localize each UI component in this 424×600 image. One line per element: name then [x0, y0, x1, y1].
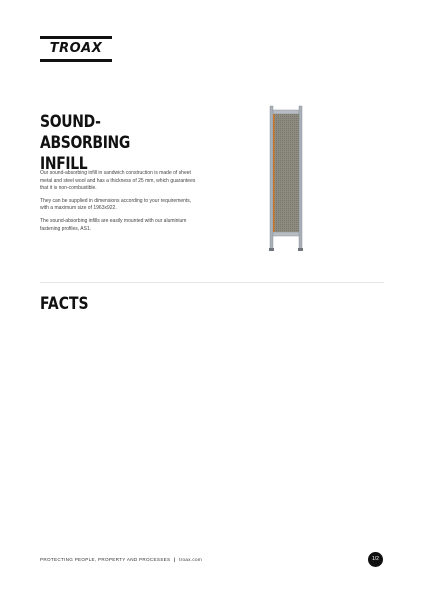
footer [40, 556, 202, 564]
troax-logo [40, 36, 112, 62]
product-title-line1: SOUND-ABSORBING [40, 112, 131, 153]
footer-separator: | [173, 557, 176, 562]
panel-bottom-rail [271, 232, 301, 236]
description-paragraph-2: They can be supplied in dimensions according to your requirements, with a maximum size of 1963x922. [40, 197, 192, 212]
page-number-badge: 1/2 [368, 552, 383, 567]
product-description [40, 170, 198, 238]
panel-top-rail [271, 110, 301, 114]
facts-heading: FACTS [40, 294, 89, 314]
product-image [268, 104, 304, 252]
panel-foot-right [298, 248, 303, 251]
panel-infill-edge [273, 114, 275, 232]
panel-right-post [299, 106, 302, 250]
footer-website-link[interactable]: troax.com [179, 557, 202, 562]
product-title-line2: INFILL [40, 154, 88, 174]
logo-bar-bottom [40, 59, 112, 62]
logo-wordmark: TROAX [49, 41, 103, 56]
panel-foot-left [269, 248, 274, 251]
product-title [40, 112, 179, 175]
panel-infill-mesh [273, 114, 299, 232]
description-paragraph-1: Our sound-absorbing infill in sandwich construction is made of sheet metal and steel wool and has a thickness of 25 mm, which guarantees that it is non-combustible. [40, 170, 196, 192]
panel-left-post [270, 106, 273, 250]
section-divider [40, 282, 384, 283]
logo-bar-top [40, 36, 112, 39]
footer-tagline: PROTECTING PEOPLE, PROPERTY AND PROCESSES [40, 557, 171, 562]
description-paragraph-3: The sound-absorbing infills are easily mounted with our aluminium fastening profiles, AS1. [40, 217, 187, 232]
